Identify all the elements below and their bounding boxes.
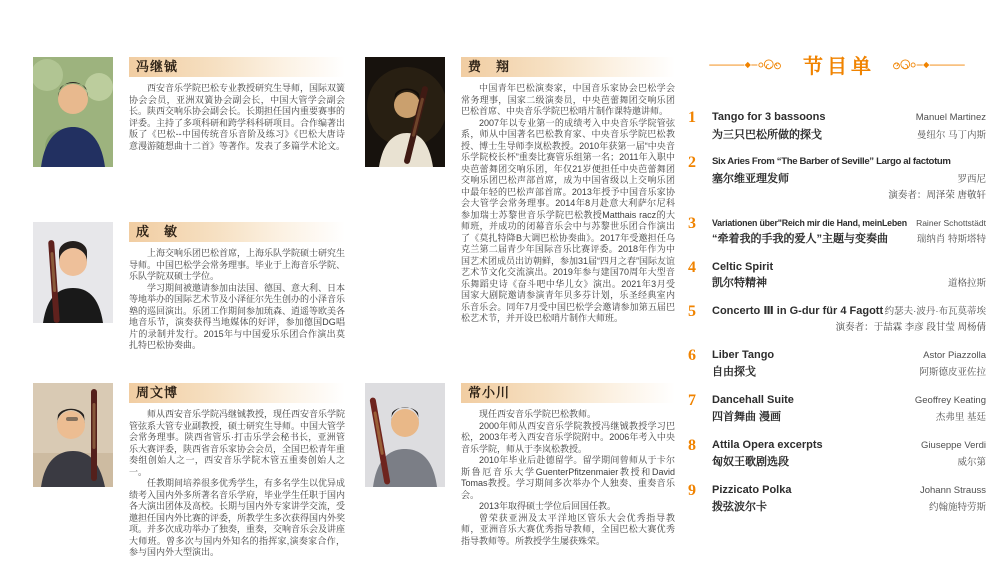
item-title-en: Tango for 3 bassoons <box>712 111 826 123</box>
performer-photo <box>33 222 113 352</box>
item-title-zh: 塞尔维亚理发师 <box>712 172 789 185</box>
item-number: 9 <box>688 481 696 499</box>
performer-name-bar <box>129 383 345 403</box>
photo-placeholder-studio <box>33 222 113 323</box>
item-title-zh: “牵着我的手我的爱人”主题与变奏曲 <box>712 233 888 245</box>
item-title-en: Six Aries From “The Barber of Seville” Largo al factotum <box>712 156 951 167</box>
performer-name: 周文博 <box>136 385 179 400</box>
performer-name-bar <box>129 57 345 77</box>
item-composer-en: Giuseppe Verdi <box>921 439 986 451</box>
program-item <box>688 482 986 517</box>
item-title-zh: 自由探戈 <box>712 366 756 378</box>
item-composer-en: Johann Strauss <box>919 484 986 496</box>
bio-paragraph: 西安音乐学院巴松专业教授研究生导师，国际双簧协会会员，亚洲双簧协会副会长，中国大管学会副会长。陕西交响乐协会副会长。长期担任国内重要赛事的评委。主持了多项科研和跨学科科研项目。合作编著出版了《巴松--中国传统音乐音阶及练习》《巴松大唐诗意漫游随想曲十二首》等著作。发表了多篇学术论文。 <box>129 83 346 151</box>
program-item <box>688 259 986 293</box>
item-content <box>712 259 986 293</box>
bio-fei-xiang <box>365 57 675 325</box>
item-composer-zh: 约翰施特劳斯 <box>928 502 986 513</box>
item-performers: 演奏者：于喆霖 李彦 段甘莹 周杨倩 <box>835 322 986 333</box>
performer-photo <box>33 383 113 559</box>
item-title-en: Concerto Ⅲ in G-dur für 4 Fagott <box>712 304 884 317</box>
program-title: 节目单 <box>803 56 875 78</box>
performer-name-bar <box>461 57 675 77</box>
item-content <box>712 437 986 472</box>
item-composer-en: Rainer Schottstädt <box>916 217 986 228</box>
item-content <box>712 215 986 249</box>
performer-name-bar <box>461 383 675 403</box>
item-composer-zh: 威尔第 <box>957 457 986 468</box>
bio-paragraph: 中国青年巴松演奏家，中国音乐家协会巴松学会常务理事，国家二级演奏员，中央芭蕾舞团交响乐团巴松首席、中央音乐学院巴松哨片制作课特邀讲师。 <box>461 83 675 116</box>
item-content <box>712 303 986 337</box>
program-item <box>688 154 986 205</box>
item-number: 2 <box>688 154 696 171</box>
item-title-zh: 拨弦波尔卡 <box>712 501 767 513</box>
item-number: 8 <box>688 436 696 454</box>
performer-photo <box>365 57 445 325</box>
item-content <box>712 347 986 382</box>
item-content <box>712 392 986 427</box>
program-item <box>688 303 986 337</box>
photo-placeholder-studio <box>365 383 445 487</box>
item-number: 4 <box>688 258 696 276</box>
bio-content <box>129 383 345 559</box>
photo-placeholder-outdoor <box>33 57 113 167</box>
photo-placeholder-indoor <box>33 383 113 487</box>
item-composer-zh: 罗西尼 <box>957 173 986 185</box>
item-composer-zh: 曼纽尔 马丁内斯 <box>916 129 986 141</box>
item-composer-zh: 道格拉斯 <box>947 278 986 289</box>
item-number: 7 <box>688 391 696 409</box>
bio-paragraph: 2000年师从西安音乐学院教授冯继铖教授学习巴松，2003年考入西安音乐学院附中。2006年考入中央音乐学院，师从于李岚松教授。 <box>461 420 675 454</box>
item-performers: 演奏者：周泽荣 唐敬轩 <box>888 190 986 201</box>
item-composer-zh: 杰弗里 基廷 <box>935 412 986 423</box>
bio-content <box>129 222 345 352</box>
program-header <box>688 50 986 79</box>
performer-name: 费 翔 <box>468 59 511 74</box>
item-content <box>712 482 986 517</box>
item-title-en: Celtic Spirit <box>712 260 774 273</box>
item-composer-zh: 约瑟夫·波丹·布瓦莫蒂埃 <box>884 305 986 317</box>
bio-paragraph: 2013年取得硕士学位后回国任教。 <box>479 501 617 511</box>
item-title-en: Variationen über"Reich mir die Hand, meinLeben <box>712 217 907 228</box>
performer-photo <box>365 383 445 547</box>
item-number: 1 <box>688 109 696 126</box>
item-number: 6 <box>688 346 696 364</box>
program-item <box>688 109 986 144</box>
program-item <box>688 347 986 382</box>
bio-paragraph: 学习期间被邀请参加由法国、德国、意大利、日本等地举办的国际艺术节及小泽征尔先生创办的小泽音乐塾的巡回演出。乐团工作期间参加琉森、逍遥等欧美各地音乐节，演奏获得当地媒体的好评，参加德国DG唱片的录制并发行。2015年与中国爱乐乐团合作演出莫扎特巴松协奏曲。 <box>129 282 346 350</box>
item-title-zh: 为三只巴松所做的探戈 <box>712 128 822 141</box>
item-composer-en: Manuel Martinez <box>915 112 986 123</box>
program-item <box>688 437 986 472</box>
program-item <box>688 215 986 249</box>
bio-paragraph: 任教期间培养很多优秀学生，有多名学生以优异成绩考入国内外多所著名音乐学府，毕业学生任职于国内各大演出团体及高校。长期与国内外专家讲学交流，受邀担任国内外比赛的评委，所教学生多次获得国内外奖项。并多次成功举办了独奏，重奏，交响音乐会及讲座大师班。曾多次与国内外知名的指挥家,演奏家合作，参与国内外大型演出。 <box>129 478 346 557</box>
item-content <box>712 154 986 205</box>
item-title-zh: 四首舞曲 漫画 <box>712 411 782 423</box>
flourish-left-icon <box>709 58 797 72</box>
program-item <box>688 392 986 427</box>
performer-photo <box>33 57 113 167</box>
photo-placeholder-dark-stage <box>365 57 445 167</box>
bio-paragraph: 曾荣获亚洲及太平洋地区管乐大会优秀指导教师，亚洲音乐大赛优秀指导教师，全国巴松大赛优秀指导教师等。所教授学生屡获殊荣。 <box>461 512 675 546</box>
bio-cheng-min <box>33 222 345 352</box>
bio-chang-xiaochuan <box>365 383 675 547</box>
performer-name: 冯继铖 <box>136 59 179 74</box>
item-title-en: Liber Tango <box>712 348 775 361</box>
bio-feng-jicheng <box>33 57 345 167</box>
bio-content <box>461 57 675 325</box>
program-panel <box>688 50 986 527</box>
item-content <box>712 109 986 144</box>
bio-paragraph: 2007年以专业第一的成绩考入中央音乐学院管弦系，师从中国著名巴松教育家、中央音乐学院巴松教授、博士生导师李岚松教授。2010年获第一届“中央音乐学院校长杯”重奏比赛管乐组第一名；2011年入职中央芭蕾舞团交响乐团，年仅21岁便担任中央芭蕾舞团交响乐团巴松声部首席，成为中国省级以上交响乐团中最年轻的巴松声部首席。2013年授予中国音乐家协会大管学会常务理事。2014年8月赴意大利萨尔尼科参加瑞士苏黎世音乐学院巴松教授Matthais racz的大师班，并成功的闭幕音乐会中与苏黎世乐团合作演出了《莫扎特降B大调巴松协奏曲》。2017年受邀担任乌克兰第二届青少年国际音乐比赛评委。2018年作为中国艺术团成员出访朝鲜，参加31届“四月之春”国际友谊艺术节文化交流演出。2019年参与建国70周年大型音乐舞蹈史诗《奋斗吧中华儿女》演出。2021年3月受国家大剧院邀请参演青年贝多芬计划，乐圣经典室内乐音乐会。同年7月受中国巴松学会邀请参加第五届巴松艺术节，并开设巴松哨片制作大师班。 <box>461 117 676 323</box>
bio-paragraph: 现任西安音乐学院巴松教师。 <box>479 409 597 419</box>
bio-content <box>461 383 675 547</box>
item-number: 3 <box>688 214 696 232</box>
bio-content <box>129 57 345 167</box>
item-composer-zh: 瑞纳肖 特斯塔特 <box>916 234 986 245</box>
item-title-en: Pizzicato Polka <box>712 483 792 496</box>
item-composer-en: Geoffrey Keating <box>914 394 986 406</box>
item-title-zh: 匈奴王歌剧选段 <box>712 456 789 468</box>
bio-paragraph: 上海交响乐团巴松首席，上海乐队学院硕士研究生导师。中国巴松学会常务理事。毕业于上海音乐学院、乐队学院双硕士学位。 <box>129 248 346 281</box>
flourish-right-icon <box>877 58 965 72</box>
item-number: 5 <box>688 302 696 320</box>
item-title-en: Attila Opera excerpts <box>712 438 823 451</box>
performer-name: 常小川 <box>468 385 511 400</box>
item-title-en: Dancehall Suite <box>712 393 794 406</box>
item-title-zh: 凯尔特精神 <box>712 277 767 289</box>
item-composer-en: Astor Piazzolla <box>923 349 986 361</box>
performer-name: 成 敏 <box>136 224 179 239</box>
bio-zhou-wenbo <box>33 383 345 559</box>
bio-paragraph: 2010年毕业后赴德留学。留学期间曾师从于卡尔斯鲁厄音乐大学GuenterPfitzenmaier教授和David Tomas教授。学习期间多次举办个人独奏、重奏音乐会。 <box>461 455 675 500</box>
performer-name-bar <box>129 222 345 242</box>
item-composer-zh: 阿斯德皮亚佐拉 <box>919 367 986 378</box>
bio-paragraph: 师从西安音乐学院冯继铖教授，现任西安音乐学院管弦系大管专业副教授，硕士研究生导师。中国大管学会常务理事。陕西省管乐·打击乐学会秘书长，亚洲管乐大赛评委，陕西省音乐家协会会员，全国巴松青年重奏组创始人之一，西安音乐学院木管五重奏创始人之一。 <box>129 409 346 477</box>
